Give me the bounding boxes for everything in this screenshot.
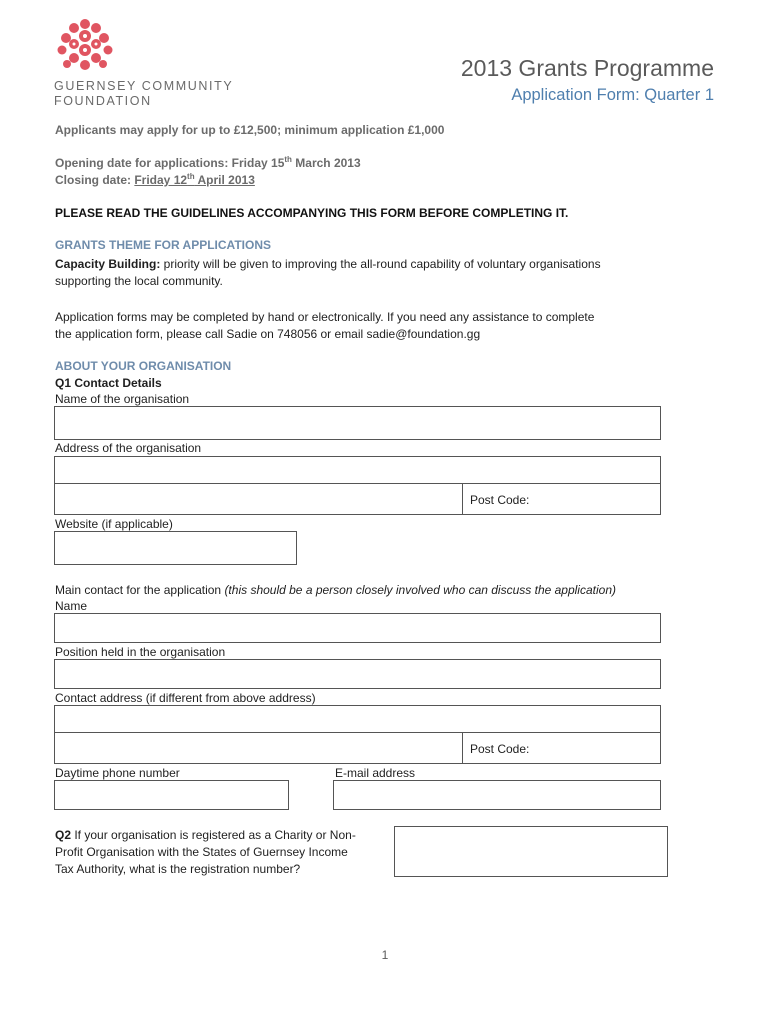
contact-address-field-line2[interactable] bbox=[54, 732, 463, 764]
registration-number-field[interactable] bbox=[394, 826, 668, 877]
address-field-line1[interactable] bbox=[54, 456, 661, 484]
q2-line3: Tax Authority, what is the registration number? bbox=[55, 862, 301, 876]
post-code-label: Post Code: bbox=[470, 493, 530, 507]
position-label: Position held in the organisation bbox=[55, 645, 226, 659]
q1-heading: Q1 Contact Details bbox=[55, 376, 162, 390]
page-title: 2013 Grants Programme bbox=[460, 55, 714, 81]
logo-wordmark-line1: GUERNSEY COMMUNITY bbox=[54, 79, 234, 93]
page-number: 1 bbox=[381, 948, 389, 962]
q2-line2: Profit Organisation with the States of Guernsey Income bbox=[55, 845, 348, 859]
org-name-label: Name of the organisation bbox=[55, 392, 190, 406]
assistance-line1: Application forms may be completed by hand or electronically. If you need any assistance to complete bbox=[55, 310, 595, 324]
contact-address-label: Contact address (if different from above address) bbox=[55, 691, 316, 705]
theme-text-line1: Capacity Building: priority will be given to improving the all-round capability of voluntary organisations bbox=[55, 257, 601, 271]
address-label: Address of the organisation bbox=[55, 441, 202, 455]
org-name-field[interactable] bbox=[54, 406, 661, 440]
position-field[interactable] bbox=[54, 659, 661, 689]
contact-address-field-line1[interactable] bbox=[54, 705, 661, 733]
logo-wordmark-line2: FOUNDATION bbox=[54, 94, 152, 108]
assistance-line2: the application form, please call Sadie on 748056 or email sadie@foundation.gg bbox=[55, 327, 481, 341]
guidelines-notice: PLEASE READ THE GUIDELINES ACCOMPANYING THIS FORM BEFORE COMPLETING IT. bbox=[55, 206, 569, 220]
q2-line1: Q2 If your organisation is registered as a Charity or Non- bbox=[55, 828, 356, 842]
address-field-line2[interactable] bbox=[54, 483, 463, 515]
website-label: Website (if applicable) bbox=[55, 517, 173, 531]
main-contact-label: Main contact for the application (this should be a person closely involved who can discuss the application) bbox=[55, 583, 616, 597]
theme-text-line2: supporting the local community. bbox=[55, 274, 223, 288]
apply-limits-text: Applicants may apply for up to £12,500; minimum application £1,000 bbox=[55, 123, 445, 137]
contact-post-code-label: Post Code: bbox=[470, 742, 530, 756]
page-subtitle: Application Form: Quarter 1 bbox=[511, 86, 714, 104]
name-label: Name bbox=[55, 599, 88, 613]
contact-post-code-field[interactable] bbox=[462, 732, 661, 764]
phone-field[interactable] bbox=[54, 780, 289, 810]
phone-label: Daytime phone number bbox=[55, 766, 180, 780]
name-field[interactable] bbox=[54, 613, 661, 643]
email-label: E-mail address bbox=[335, 766, 416, 780]
website-field[interactable] bbox=[54, 531, 297, 565]
opening-date-text: Opening date for applications: Friday 15th March 2013 bbox=[55, 155, 361, 170]
about-heading: ABOUT YOUR ORGANISATION bbox=[55, 359, 232, 373]
closing-date-text: Closing date: Friday 12th April 2013 bbox=[55, 172, 255, 187]
post-code-field[interactable] bbox=[462, 483, 661, 515]
foundation-logo-icon bbox=[52, 18, 118, 74]
theme-heading: GRANTS THEME FOR APPLICATIONS bbox=[55, 238, 271, 252]
email-field[interactable] bbox=[333, 780, 661, 810]
